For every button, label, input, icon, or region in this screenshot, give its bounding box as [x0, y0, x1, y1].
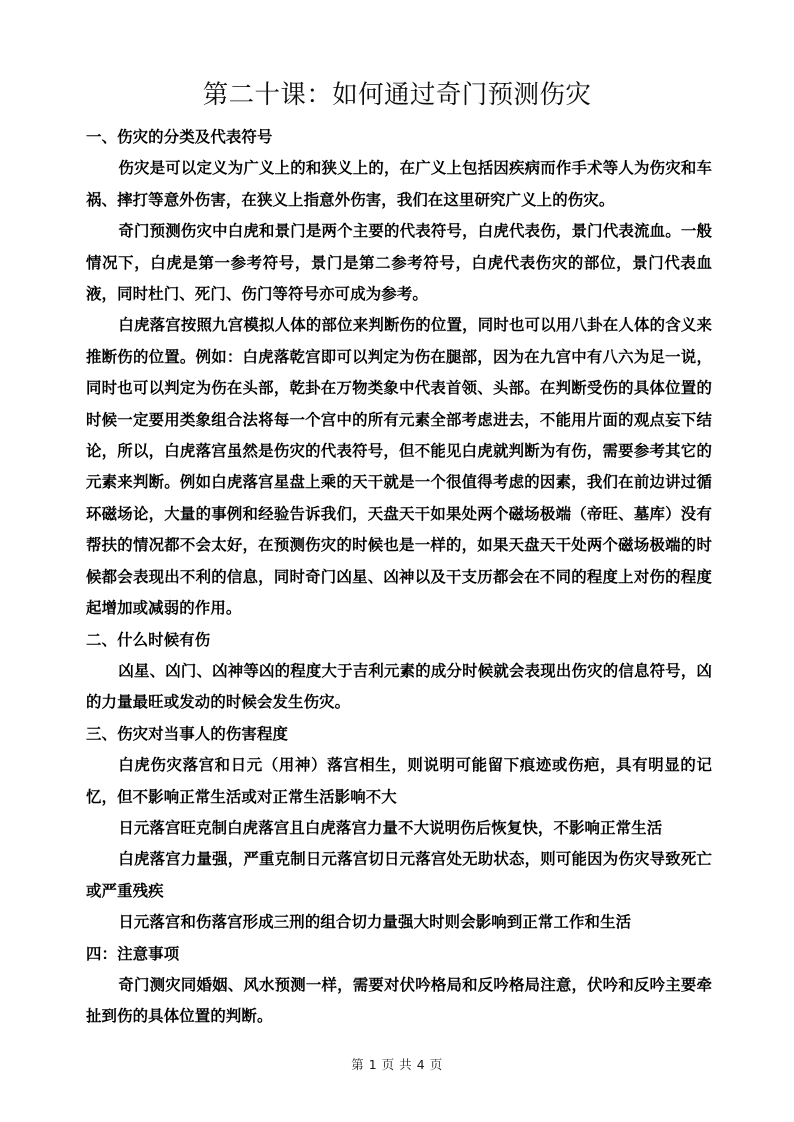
section-3-paragraph-3: 白虎落宫力量强，严重克制日元落宫切日元落宫处无助状态，则可能因为伤灾导致死亡或严重残疾	[86, 850, 712, 900]
page-footer: 第 1 页 共 4 页	[351, 1057, 443, 1072]
page-title: 第二十课：如何通过奇门预测伤灾	[202, 80, 592, 110]
section-3-paragraph-4: 日元落宫和伤落宫形成三刑的组合切力量强大时则会影响到正常工作和生活	[118, 913, 632, 932]
section-heading-1: 一、伤灾的分类及代表符号	[86, 128, 273, 146]
section-4-paragraph-1: 奇门测灾同婚姻、风水预测一样，需要对伏吟格局和反吟格局注意，伏吟和反吟主要牵扯到伤的具体位置的判断。	[86, 975, 712, 1026]
section-1-paragraph-3: 白虎落宫按照九宫模拟人体的部位来判断伤的位置，同时也可以用八卦在人体的含义来推断伤的位置。例如：白虎落乾宫即可以判定为伤在腿部，因为在九宫中有八六为足一说，同时也可以判定为伤在头部，乾卦在万物类象中代表首领、头部。在判断受伤的具体位置的时候一定要用类象组合法将每一个宫中的所有元素全部考虑进去，不能用片面的观点妄下结论，所以，白虎落宫虽然是伤灾的代表符号，但不能见白虎就判断为有伤，需要参考其它的元素来判断。例如白虎落宫星盘上乘的天干就是一个很值得考虑的因素，我们在前边讲过循环磁场论，大量的事例和经验告诉我们，天盘天干如果处两个磁场极端（帝旺、墓库）没有帮扶的情况都不会太好，在预测伤灾的时候也是一样的，如果天盘天干处两个磁场极端的时候都会表现出不利的信息，同时奇门凶星、凶神以及干支历都会在不同的程度上对伤的程度起增加或减弱的作用。	[86, 316, 712, 618]
section-1-paragraph-2: 奇门预测伤灾中白虎和景门是两个主要的代表符号，白虎代表伤，景门代表流血。一般情况下，白虎是第一参考符号，景门是第二参考符号，白虎代表伤灾的部位，景门代表血液，同时杜门、死门、伤门等符号亦可成为参考。	[86, 222, 712, 304]
section-3-paragraph-2: 日元落宫旺克制白虎落宫且白虎落宫力量不大说明伤后恢复快，不影响正常生活	[118, 818, 663, 837]
section-heading-4: 四：注意事项	[86, 944, 180, 963]
section-heading-3: 三、伤灾对当事人的伤害程度	[86, 724, 289, 743]
section-3-paragraph-1: 白虎伤灾落宫和日元（用神）落宫相生，则说明可能留下痕迹或伤疤，具有明显的记忆，但不影响正常生活或对正常生活影响不大	[86, 756, 712, 806]
section-2-paragraph-1: 凶星、凶门、凶神等凶的程度大于吉利元素的成分时候就会表现出伤灾的信息符号，凶的力量最旺或发动的时候会发生伤灾。	[86, 661, 712, 712]
section-1-paragraph-1: 伤灾是可以定义为广义上的和狭义上的，在广义上包括因疾病而作手术等人为伤灾和车祸、摔打等意外伤害，在狭义上指意外伤害，我们在这里研究广义上的伤灾。	[86, 159, 712, 209]
document-body	[86, 122, 712, 1033]
section-heading-2: 二、什么时候有伤	[86, 630, 211, 649]
